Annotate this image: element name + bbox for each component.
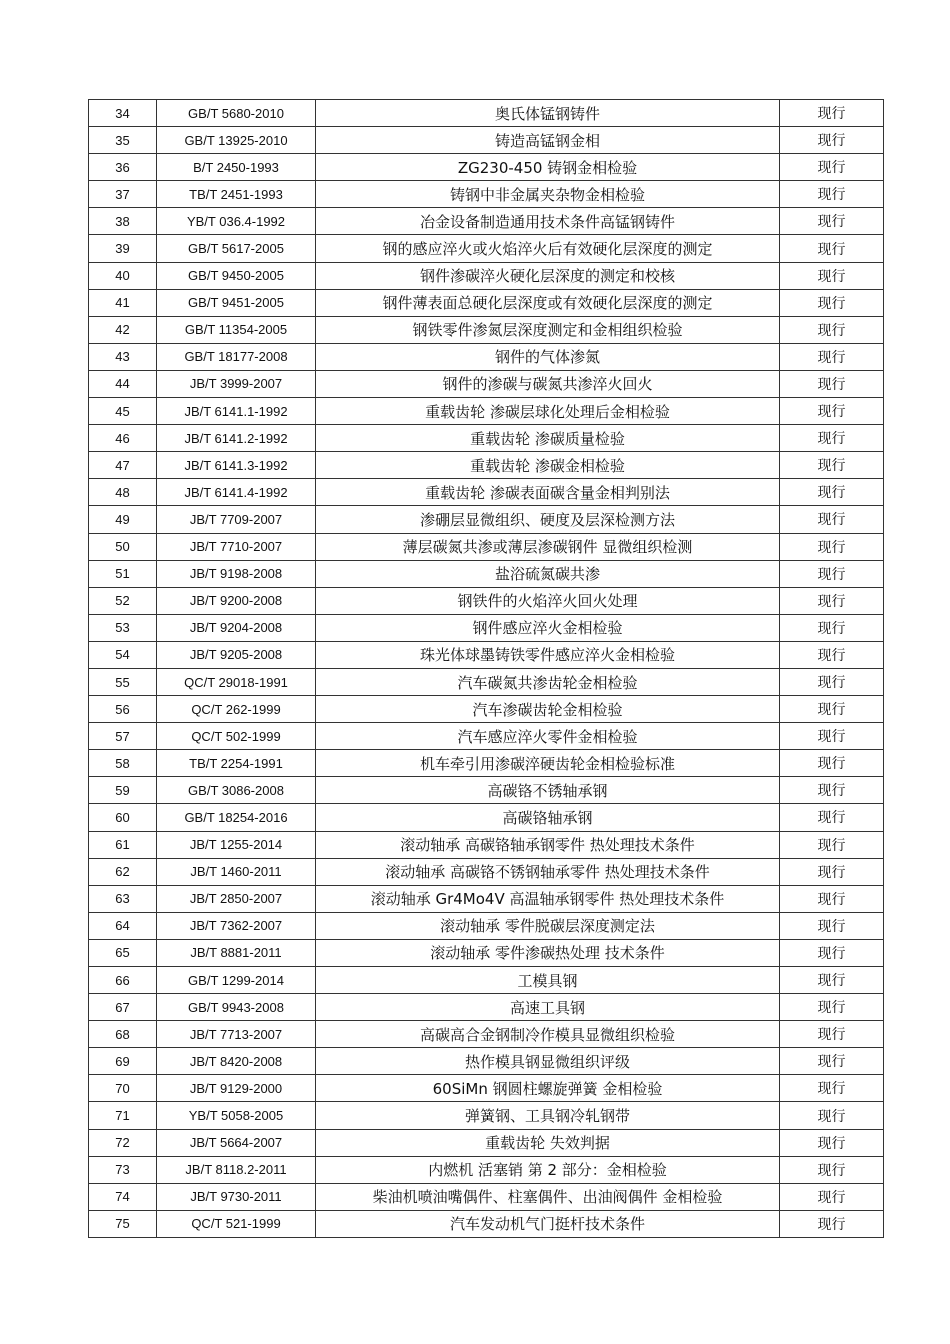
row-number: 58 — [89, 750, 157, 777]
row-number: 38 — [89, 208, 157, 235]
standard-code: GB/T 9450-2005 — [157, 262, 316, 289]
row-number: 59 — [89, 777, 157, 804]
row-number: 39 — [89, 235, 157, 262]
table-row — [89, 316, 884, 343]
row-number: 69 — [89, 1048, 157, 1075]
standard-code: GB/T 9943-2008 — [157, 994, 316, 1021]
standard-code: JB/T 5664-2007 — [157, 1129, 316, 1156]
row-number: 49 — [89, 506, 157, 533]
standard-name: 高速工具钢 — [316, 994, 780, 1021]
row-number: 52 — [89, 587, 157, 614]
standard-status: 现行 — [780, 858, 884, 885]
standard-status: 现行 — [780, 343, 884, 370]
standard-name: 重载齿轮 渗碳质量检验 — [316, 425, 780, 452]
table-row — [89, 858, 884, 885]
standard-name: 珠光体球墨铸铁零件感应淬火金相检验 — [316, 641, 780, 668]
standard-code: JB/T 8881-2011 — [157, 939, 316, 966]
standard-status: 现行 — [780, 967, 884, 994]
row-number: 68 — [89, 1021, 157, 1048]
standard-code: JB/T 7710-2007 — [157, 533, 316, 560]
row-number: 72 — [89, 1129, 157, 1156]
table-row — [89, 127, 884, 154]
row-number: 36 — [89, 154, 157, 181]
standard-code: JB/T 8420-2008 — [157, 1048, 316, 1075]
standard-status: 现行 — [780, 804, 884, 831]
row-number: 60 — [89, 804, 157, 831]
standard-status: 现行 — [780, 831, 884, 858]
standard-status: 现行 — [780, 452, 884, 479]
table-row — [89, 1129, 884, 1156]
standard-code: GB/T 11354-2005 — [157, 316, 316, 343]
standard-name: 滚动轴承 零件脱碳层深度测定法 — [316, 912, 780, 939]
standard-name: 高碳铬不锈轴承钢 — [316, 777, 780, 804]
row-number: 66 — [89, 967, 157, 994]
table-row — [89, 370, 884, 397]
table-row — [89, 235, 884, 262]
standard-status: 现行 — [780, 750, 884, 777]
standard-name: 钢件渗碳淬火硬化层深度的测定和校核 — [316, 262, 780, 289]
standard-name: 汽车碳氮共渗齿轮金相检验 — [316, 668, 780, 695]
standard-code: QC/T 502-1999 — [157, 723, 316, 750]
standard-status: 现行 — [780, 533, 884, 560]
row-number: 43 — [89, 343, 157, 370]
table-row — [89, 1021, 884, 1048]
standard-status: 现行 — [780, 614, 884, 641]
standard-code: GB/T 13925-2010 — [157, 127, 316, 154]
standard-status: 现行 — [780, 939, 884, 966]
table-row — [89, 1075, 884, 1102]
standards-table-body — [89, 100, 884, 1238]
standard-status: 现行 — [780, 723, 884, 750]
standard-status: 现行 — [780, 777, 884, 804]
table-row — [89, 1210, 884, 1237]
table-row — [89, 1183, 884, 1210]
standard-code: JB/T 9198-2008 — [157, 560, 316, 587]
standard-status: 现行 — [780, 1156, 884, 1183]
table-row — [89, 994, 884, 1021]
row-number: 40 — [89, 262, 157, 289]
standards-table — [88, 99, 884, 1238]
row-number: 70 — [89, 1075, 157, 1102]
standard-code: QC/T 29018-1991 — [157, 668, 316, 695]
row-number: 35 — [89, 127, 157, 154]
table-row — [89, 1048, 884, 1075]
table-row — [89, 479, 884, 506]
standard-name: 冶金设备制造通用技术条件高锰钢铸件 — [316, 208, 780, 235]
standard-code: QC/T 262-1999 — [157, 696, 316, 723]
standard-code: B/T 2450-1993 — [157, 154, 316, 181]
row-number: 63 — [89, 885, 157, 912]
table-row — [89, 614, 884, 641]
standard-status: 现行 — [780, 1102, 884, 1129]
standard-code: GB/T 5617-2005 — [157, 235, 316, 262]
row-number: 48 — [89, 479, 157, 506]
table-row — [89, 696, 884, 723]
row-number: 47 — [89, 452, 157, 479]
row-number: 45 — [89, 398, 157, 425]
row-number: 53 — [89, 614, 157, 641]
standard-code: TB/T 2254-1991 — [157, 750, 316, 777]
standard-code: JB/T 2850-2007 — [157, 885, 316, 912]
table-row — [89, 1156, 884, 1183]
table-row — [89, 425, 884, 452]
row-number: 46 — [89, 425, 157, 452]
table-row — [89, 181, 884, 208]
standard-status: 现行 — [780, 696, 884, 723]
standard-code: JB/T 6141.2-1992 — [157, 425, 316, 452]
standard-name: 重载齿轮 渗碳层球化处理后金相检验 — [316, 398, 780, 425]
standard-name: 钢件的气体渗氮 — [316, 343, 780, 370]
standard-status: 现行 — [780, 885, 884, 912]
standard-name: 60SiMn 钢圆柱螺旋弹簧 金相检验 — [316, 1075, 780, 1102]
row-number: 41 — [89, 289, 157, 316]
standard-name: 弹簧钢、工具钢冷轧钢带 — [316, 1102, 780, 1129]
table-row — [89, 967, 884, 994]
standard-code: GB/T 18254-2016 — [157, 804, 316, 831]
standard-code: YB/T 036.4-1992 — [157, 208, 316, 235]
standard-status: 现行 — [780, 641, 884, 668]
standard-code: JB/T 3999-2007 — [157, 370, 316, 397]
standard-code: GB/T 1299-2014 — [157, 967, 316, 994]
standard-code: GB/T 9451-2005 — [157, 289, 316, 316]
standard-code: JB/T 6141.4-1992 — [157, 479, 316, 506]
standard-name: 钢件感应淬火金相检验 — [316, 614, 780, 641]
standard-name: 滚动轴承 Gr4Mo4V 高温轴承钢零件 热处理技术条件 — [316, 885, 780, 912]
row-number: 44 — [89, 370, 157, 397]
standard-name: 高碳铬轴承钢 — [316, 804, 780, 831]
table-row — [89, 452, 884, 479]
standard-name: 钢铁件的火焰淬火回火处理 — [316, 587, 780, 614]
row-number: 62 — [89, 858, 157, 885]
table-row — [89, 777, 884, 804]
standard-name: 钢铁零件渗氮层深度测定和金相组织检验 — [316, 316, 780, 343]
row-number: 51 — [89, 560, 157, 587]
table-row — [89, 885, 884, 912]
standard-status: 现行 — [780, 479, 884, 506]
table-row — [89, 1102, 884, 1129]
table-row — [89, 262, 884, 289]
standard-status: 现行 — [780, 1048, 884, 1075]
standard-code: JB/T 9200-2008 — [157, 587, 316, 614]
row-number: 73 — [89, 1156, 157, 1183]
standard-status: 现行 — [780, 370, 884, 397]
row-number: 71 — [89, 1102, 157, 1129]
standard-status: 现行 — [780, 1075, 884, 1102]
row-number: 42 — [89, 316, 157, 343]
standard-status: 现行 — [780, 100, 884, 127]
standard-name: 汽车感应淬火零件金相检验 — [316, 723, 780, 750]
standard-code: JB/T 7362-2007 — [157, 912, 316, 939]
standard-name: 滚动轴承 高碳铬不锈钢轴承零件 热处理技术条件 — [316, 858, 780, 885]
table-row — [89, 506, 884, 533]
standard-status: 现行 — [780, 1183, 884, 1210]
table-row — [89, 939, 884, 966]
standard-code: JB/T 9205-2008 — [157, 641, 316, 668]
standard-name: 工模具钢 — [316, 967, 780, 994]
standard-status: 现行 — [780, 127, 884, 154]
standard-status: 现行 — [780, 262, 884, 289]
standard-code: JB/T 8118.2-2011 — [157, 1156, 316, 1183]
row-number: 57 — [89, 723, 157, 750]
standard-code: JB/T 6141.1-1992 — [157, 398, 316, 425]
standard-code: GB/T 18177-2008 — [157, 343, 316, 370]
row-number: 74 — [89, 1183, 157, 1210]
table-row — [89, 560, 884, 587]
standard-status: 现行 — [780, 154, 884, 181]
standard-code: JB/T 1460-2011 — [157, 858, 316, 885]
standard-name: 薄层碳氮共渗或薄层渗碳钢件 显微组织检测 — [316, 533, 780, 560]
standard-name: ZG230-450 铸钢金相检验 — [316, 154, 780, 181]
standard-status: 现行 — [780, 316, 884, 343]
row-number: 75 — [89, 1210, 157, 1237]
standard-name: 滚动轴承 高碳铬轴承钢零件 热处理技术条件 — [316, 831, 780, 858]
table-row — [89, 641, 884, 668]
standard-code: JB/T 6141.3-1992 — [157, 452, 316, 479]
standard-code: JB/T 9129-2000 — [157, 1075, 316, 1102]
standard-status: 现行 — [780, 208, 884, 235]
standard-code: JB/T 7713-2007 — [157, 1021, 316, 1048]
table-row — [89, 804, 884, 831]
standard-status: 现行 — [780, 912, 884, 939]
standard-code: QC/T 521-1999 — [157, 1210, 316, 1237]
standard-name: 汽车发动机气门挺杆技术条件 — [316, 1210, 780, 1237]
standard-name: 钢的感应淬火或火焰淬火后有效硬化层深度的测定 — [316, 235, 780, 262]
standard-status: 现行 — [780, 289, 884, 316]
standard-name: 热作模具钢显微组织评级 — [316, 1048, 780, 1075]
standard-code: JB/T 1255-2014 — [157, 831, 316, 858]
table-row — [89, 533, 884, 560]
standard-code: YB/T 5058-2005 — [157, 1102, 316, 1129]
row-number: 37 — [89, 181, 157, 208]
standard-code: GB/T 5680-2010 — [157, 100, 316, 127]
table-row — [89, 723, 884, 750]
standard-status: 现行 — [780, 560, 884, 587]
standard-name: 内燃机 活塞销 第 2 部分：金相检验 — [316, 1156, 780, 1183]
table-row — [89, 398, 884, 425]
row-number: 56 — [89, 696, 157, 723]
row-number: 61 — [89, 831, 157, 858]
table-row — [89, 343, 884, 370]
standard-name: 重载齿轮 渗碳表面碳含量金相判别法 — [316, 479, 780, 506]
standard-status: 现行 — [780, 1210, 884, 1237]
standard-code: JB/T 9204-2008 — [157, 614, 316, 641]
row-number: 50 — [89, 533, 157, 560]
table-row — [89, 289, 884, 316]
standard-status: 现行 — [780, 425, 884, 452]
standard-name: 汽车渗碳齿轮金相检验 — [316, 696, 780, 723]
row-number: 64 — [89, 912, 157, 939]
standard-code: JB/T 7709-2007 — [157, 506, 316, 533]
standard-name: 钢件的渗碳与碳氮共渗淬火回火 — [316, 370, 780, 397]
standard-code: TB/T 2451-1993 — [157, 181, 316, 208]
table-row — [89, 100, 884, 127]
standard-name: 重载齿轮 失效判据 — [316, 1129, 780, 1156]
standard-name: 奥氏体锰钢铸件 — [316, 100, 780, 127]
row-number: 55 — [89, 668, 157, 695]
standard-status: 现行 — [780, 398, 884, 425]
standard-name: 钢件薄表面总硬化层深度或有效硬化层深度的测定 — [316, 289, 780, 316]
standard-status: 现行 — [780, 994, 884, 1021]
table-row — [89, 668, 884, 695]
table-row — [89, 750, 884, 777]
standard-code: JB/T 9730-2011 — [157, 1183, 316, 1210]
table-row — [89, 912, 884, 939]
standard-name: 盐浴硫氮碳共渗 — [316, 560, 780, 587]
standard-name: 重载齿轮 渗碳金相检验 — [316, 452, 780, 479]
table-row — [89, 154, 884, 181]
standard-status: 现行 — [780, 587, 884, 614]
table-row — [89, 831, 884, 858]
standard-status: 现行 — [780, 235, 884, 262]
table-row — [89, 208, 884, 235]
standard-name: 滚动轴承 零件渗碳热处理 技术条件 — [316, 939, 780, 966]
standard-status: 现行 — [780, 1129, 884, 1156]
row-number: 67 — [89, 994, 157, 1021]
row-number: 34 — [89, 100, 157, 127]
standard-name: 铸造高锰钢金相 — [316, 127, 780, 154]
standard-name: 渗硼层显微组织、硬度及层深检测方法 — [316, 506, 780, 533]
standard-name: 机车牵引用渗碳淬硬齿轮金相检验标准 — [316, 750, 780, 777]
standard-name: 高碳高合金钢制冷作模具显微组织检验 — [316, 1021, 780, 1048]
standard-code: GB/T 3086-2008 — [157, 777, 316, 804]
standard-status: 现行 — [780, 668, 884, 695]
row-number: 54 — [89, 641, 157, 668]
table-row — [89, 587, 884, 614]
standard-status: 现行 — [780, 506, 884, 533]
standard-status: 现行 — [780, 181, 884, 208]
standard-name: 铸钢中非金属夹杂物金相检验 — [316, 181, 780, 208]
standard-name: 柴油机喷油嘴偶件、柱塞偶件、出油阀偶件 金相检验 — [316, 1183, 780, 1210]
row-number: 65 — [89, 939, 157, 966]
standard-status: 现行 — [780, 1021, 884, 1048]
